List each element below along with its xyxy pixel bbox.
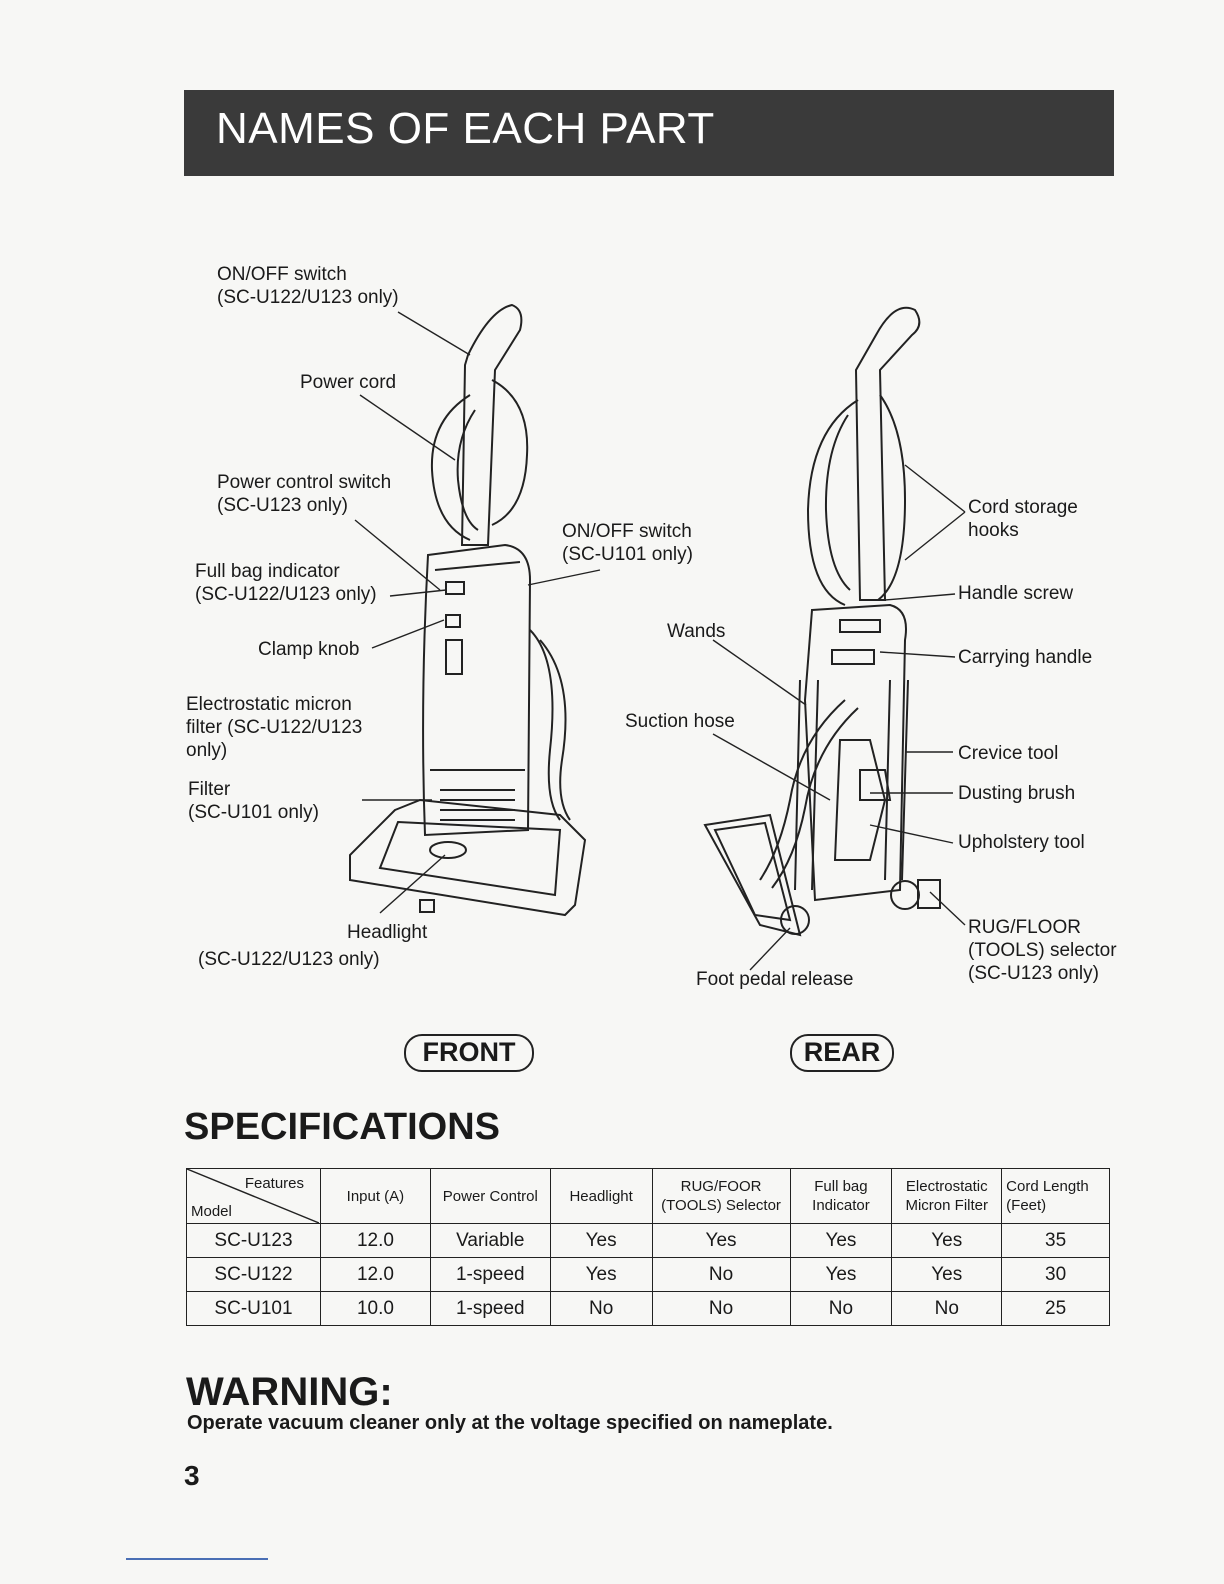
table-cell: Yes bbox=[550, 1224, 652, 1258]
table-row bbox=[187, 1224, 1110, 1258]
table-cell: 25 bbox=[1002, 1292, 1110, 1326]
specifications-table bbox=[186, 1168, 1110, 1326]
label-full-bag-indicator: Full bag indicator (SC-U122/U123 only) bbox=[195, 561, 377, 605]
label-power-control-switch: Power control switch (SC-U123 only) bbox=[217, 472, 392, 516]
table-cell: 1-speed bbox=[430, 1258, 550, 1292]
table-cell: No bbox=[652, 1292, 790, 1326]
table-cell: 12.0 bbox=[321, 1258, 431, 1292]
table-cell: Variable bbox=[430, 1224, 550, 1258]
table-cell: SC-U123 bbox=[187, 1224, 321, 1258]
table-row bbox=[187, 1292, 1110, 1326]
table-cell: Yes bbox=[652, 1224, 790, 1258]
column-header: Headlight bbox=[550, 1169, 652, 1224]
label-upholstery-tool: Upholstery tool bbox=[958, 832, 1085, 853]
table-cell: No bbox=[790, 1292, 892, 1326]
table-cell: Yes bbox=[790, 1224, 892, 1258]
table-cell: 12.0 bbox=[321, 1224, 431, 1258]
table-row bbox=[187, 1258, 1110, 1292]
table-cell: No bbox=[892, 1292, 1002, 1326]
footer-rule bbox=[126, 1558, 268, 1560]
column-header: Electrostatic Micron Filter bbox=[892, 1169, 1002, 1224]
table-cell: Yes bbox=[550, 1258, 652, 1292]
label-wands: Wands bbox=[667, 621, 726, 642]
label-suction-hose: Suction hose bbox=[625, 711, 735, 732]
column-header: Power Control bbox=[430, 1169, 550, 1224]
label-handle-screw: Handle screw bbox=[958, 583, 1074, 604]
table-corner-cell bbox=[187, 1169, 321, 1224]
label-cord-storage-hooks: Cord storage hooks bbox=[968, 497, 1078, 541]
page-title: NAMES OF EACH PART bbox=[216, 104, 715, 153]
label-electrostatic-filter: Electrostatic micron filter (SC-U122/U123 only) bbox=[186, 694, 363, 761]
page-number: 3 bbox=[184, 1460, 200, 1491]
label-filter: Filter (SC-U101 only) bbox=[188, 779, 319, 823]
warning-title: WARNING: bbox=[186, 1370, 393, 1414]
column-header: Cord Length (Feet) bbox=[1002, 1169, 1110, 1224]
table-header-row bbox=[187, 1169, 1110, 1224]
corner-model-label: Model bbox=[191, 1203, 232, 1220]
label-headlight: Headlight bbox=[347, 922, 428, 943]
table-cell: 30 bbox=[1002, 1258, 1110, 1292]
front-vacuum-illustration bbox=[350, 305, 585, 915]
label-carrying-handle: Carrying handle bbox=[958, 647, 1093, 668]
label-rug-floor-selector: RUG/FLOOR (TOOLS) selector (SC-U123 only) bbox=[968, 917, 1117, 984]
front-view-tag: FRONT bbox=[404, 1034, 534, 1072]
label-power-cord: Power cord bbox=[300, 372, 397, 393]
table-cell: SC-U101 bbox=[187, 1292, 321, 1326]
column-header: Input (A) bbox=[321, 1169, 431, 1224]
table-cell: No bbox=[652, 1258, 790, 1292]
table-cell: 35 bbox=[1002, 1224, 1110, 1258]
table-cell: Yes bbox=[892, 1258, 1002, 1292]
label-onoff-switch-u101: ON/OFF switch (SC-U101 only) bbox=[562, 521, 693, 565]
table-cell: 1-speed bbox=[430, 1292, 550, 1326]
table-cell: 10.0 bbox=[321, 1292, 431, 1326]
table-cell: SC-U122 bbox=[187, 1258, 321, 1292]
label-onoff-switch: ON/OFF switch (SC-U122/U123 only) bbox=[217, 264, 399, 308]
rear-view-tag: REAR bbox=[790, 1034, 894, 1072]
label-foot-pedal-release: Foot pedal release bbox=[696, 969, 854, 990]
table-cell: Yes bbox=[892, 1224, 1002, 1258]
label-dusting-brush: Dusting brush bbox=[958, 783, 1076, 804]
label-headlight-note: (SC-U122/U123 only) bbox=[198, 949, 380, 970]
rear-vacuum-illustration bbox=[705, 308, 940, 935]
warning-text: Operate vacuum cleaner only at the voltage specified on nameplate. bbox=[187, 1412, 833, 1434]
corner-features-label: Features bbox=[244, 1175, 305, 1192]
specifications-title: SPECIFICATIONS bbox=[184, 1106, 500, 1148]
table-cell: Yes bbox=[790, 1258, 892, 1292]
column-header: Full bag Indicator bbox=[790, 1169, 892, 1224]
table-cell: No bbox=[550, 1292, 652, 1326]
label-clamp-knob: Clamp knob bbox=[258, 639, 360, 660]
column-header: RUG/FOOR (TOOLS) Selector bbox=[652, 1169, 790, 1224]
label-crevice-tool: Crevice tool bbox=[958, 743, 1059, 764]
